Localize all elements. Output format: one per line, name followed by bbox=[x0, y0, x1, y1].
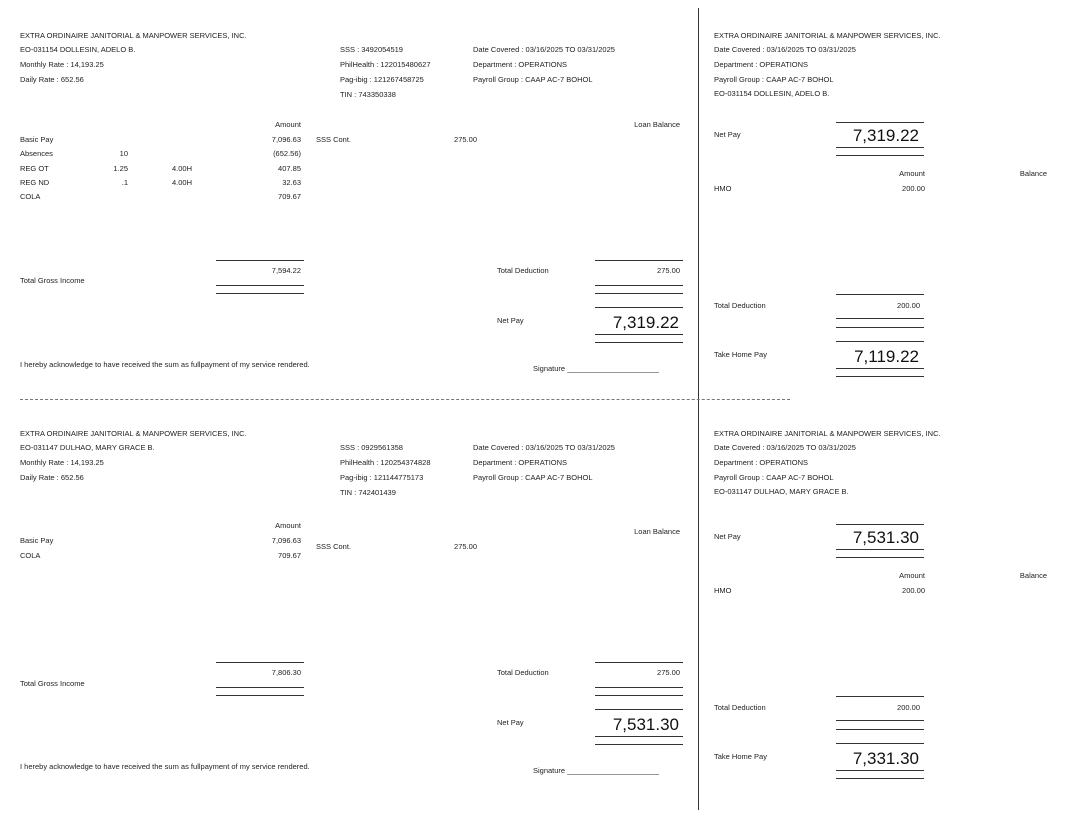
net-pay-label: Net Pay bbox=[497, 316, 524, 325]
rule bbox=[836, 318, 924, 319]
total-gross-label: Total Gross Income bbox=[20, 276, 85, 285]
amount-header: Amount bbox=[275, 120, 301, 129]
rule bbox=[836, 770, 924, 771]
rule bbox=[836, 743, 924, 744]
rule bbox=[836, 557, 924, 558]
net-pay-value: 7,531.30 bbox=[612, 715, 679, 734]
earning-amount: 709.67 bbox=[278, 551, 301, 560]
earning-label: Basic Pay bbox=[20, 536, 54, 545]
rule bbox=[595, 293, 683, 294]
acknowledgement-text: I hereby acknowledge to have received the sum as fullpayment of my service rendered. bbox=[20, 360, 310, 369]
date-covered: Date Covered : 03/16/2025 TO 03/31/2025 bbox=[473, 443, 615, 452]
stub-amount-header: Amount bbox=[899, 169, 925, 178]
tin-number: TIN : 742401439 bbox=[340, 488, 396, 497]
stub-balance-header: Balance bbox=[1019, 169, 1047, 178]
payslip-2 bbox=[0, 398, 1080, 798]
stub-department: Department : OPERATIONS bbox=[714, 458, 809, 467]
earning-label: REG OT bbox=[20, 164, 49, 173]
earning-label: Absences bbox=[20, 149, 53, 158]
deduction-label: SSS Cont. bbox=[316, 542, 352, 551]
rule bbox=[836, 729, 924, 730]
signature-line: Signature ______________________ bbox=[533, 766, 659, 775]
rule bbox=[836, 147, 924, 148]
stub-total-deduction-label: Total Deduction bbox=[714, 703, 766, 712]
take-home-label: Take Home Pay bbox=[714, 752, 767, 761]
rule bbox=[836, 376, 924, 377]
rule bbox=[595, 285, 683, 286]
deduction-amount: 275.00 bbox=[454, 542, 477, 551]
pagibig-number: Pag-ibig : 121267458725 bbox=[340, 75, 424, 84]
rule bbox=[216, 687, 304, 688]
earning-qty: 1.25 bbox=[113, 164, 128, 173]
earning-label: Basic Pay bbox=[20, 135, 54, 144]
rule bbox=[836, 341, 924, 342]
rule bbox=[595, 307, 683, 308]
stub-amount-header: Amount bbox=[899, 571, 925, 580]
pagibig-number: Pag-ibig : 121144775173 bbox=[340, 473, 424, 482]
total-deduction-value: 275.00 bbox=[657, 668, 680, 677]
rule bbox=[836, 368, 924, 369]
rule bbox=[836, 549, 924, 550]
earning-amount: 709.67 bbox=[278, 192, 301, 201]
rule bbox=[836, 524, 924, 525]
employee-name: EO-031147 DULHAO, MARY GRACE B. bbox=[20, 443, 155, 452]
rule bbox=[216, 662, 304, 663]
monthly-rate: Monthly Rate : 14,193.25 bbox=[20, 458, 104, 467]
employee-name: EO-031154 DOLLESIN, ADELO B. bbox=[20, 45, 136, 54]
take-home-label: Take Home Pay bbox=[714, 350, 767, 359]
stub-deduction-label: HMO bbox=[714, 184, 732, 193]
company-name: EXTRA ORDINAIRE JANITORIAL & MANPOWER SERVICES, INC. bbox=[20, 31, 247, 40]
stub-deduction-label: HMO bbox=[714, 586, 732, 595]
stub-payroll-group: Payroll Group : CAAP AC-7 BOHOL bbox=[714, 473, 834, 482]
earning-amount: (652.56) bbox=[273, 149, 301, 158]
loan-balance-header: Loan Balance bbox=[634, 120, 680, 129]
stub-total-deduction-label: Total Deduction bbox=[714, 301, 766, 310]
rule bbox=[595, 334, 683, 335]
philhealth-number: PhilHealth : 122015480627 bbox=[340, 60, 431, 69]
earning-hours: 4.00H bbox=[172, 164, 193, 173]
philhealth-number: PhilHealth : 120254374828 bbox=[340, 458, 431, 467]
sss-number: SSS : 3492054519 bbox=[340, 45, 403, 54]
take-home-value: 7,119.22 bbox=[854, 347, 919, 366]
rule bbox=[595, 744, 683, 745]
stub-employee-name: EO-031147 DULHAO, MARY GRACE B. bbox=[714, 487, 849, 496]
stub-net-pay-value: 7,319.22 bbox=[852, 126, 919, 145]
rule bbox=[836, 720, 924, 721]
rule bbox=[836, 778, 924, 779]
earning-qty: 10 bbox=[119, 149, 128, 158]
earning-qty: .1 bbox=[121, 178, 128, 187]
rule bbox=[216, 293, 304, 294]
daily-rate: Daily Rate : 652.56 bbox=[20, 473, 84, 482]
stub-net-pay-label: Net Pay bbox=[714, 532, 741, 541]
amount-header: Amount bbox=[275, 521, 301, 530]
rule bbox=[595, 662, 683, 663]
rule bbox=[595, 260, 683, 261]
rule bbox=[595, 736, 683, 737]
stub-company-name: EXTRA ORDINAIRE JANITORIAL & MANPOWER SERVICES, INC. bbox=[714, 31, 941, 40]
deduction-label: SSS Cont. bbox=[316, 135, 352, 144]
loan-balance-header: Loan Balance bbox=[634, 527, 680, 536]
earning-amount: 32.63 bbox=[282, 178, 301, 187]
payslip-1 bbox=[0, 0, 1080, 400]
rule bbox=[216, 260, 304, 261]
department: Department : OPERATIONS bbox=[473, 458, 568, 467]
stub-department: Department : OPERATIONS bbox=[714, 60, 809, 69]
rule bbox=[836, 155, 924, 156]
stub-net-pay-value: 7,531.30 bbox=[852, 528, 919, 547]
company-name: EXTRA ORDINAIRE JANITORIAL & MANPOWER SERVICES, INC. bbox=[20, 429, 247, 438]
rule bbox=[836, 294, 924, 295]
total-deduction-label: Total Deduction bbox=[497, 668, 549, 677]
stub-company-name: EXTRA ORDINAIRE JANITORIAL & MANPOWER SERVICES, INC. bbox=[714, 429, 941, 438]
rule bbox=[595, 687, 683, 688]
deduction-amount: 275.00 bbox=[454, 135, 477, 144]
total-deduction-label: Total Deduction bbox=[497, 266, 549, 275]
signature-line: Signature ______________________ bbox=[533, 364, 659, 373]
stub-employee-name: EO-031154 DOLLESIN, ADELO B. bbox=[714, 89, 830, 98]
stub-total-deduction-value: 200.00 bbox=[897, 301, 920, 310]
earning-label: REG ND bbox=[20, 178, 50, 187]
rule bbox=[595, 709, 683, 710]
stub-balance-header: Balance bbox=[1019, 571, 1047, 580]
department: Department : OPERATIONS bbox=[473, 60, 568, 69]
earning-amount: 7,096.63 bbox=[271, 135, 301, 144]
stub-deduction-amount: 200.00 bbox=[902, 184, 925, 193]
rule bbox=[836, 696, 924, 697]
stub-net-pay-label: Net Pay bbox=[714, 130, 741, 139]
acknowledgement-text: I hereby acknowledge to have received the sum as fullpayment of my service rendered. bbox=[20, 762, 310, 771]
rule bbox=[216, 285, 304, 286]
total-gross-value: 7,594.22 bbox=[271, 266, 301, 275]
earning-label: COLA bbox=[20, 192, 41, 201]
earning-label: COLA bbox=[20, 551, 41, 560]
rule bbox=[595, 342, 683, 343]
total-deduction-value: 275.00 bbox=[657, 266, 680, 275]
stub-total-deduction-value: 200.00 bbox=[897, 703, 920, 712]
total-gross-value: 7,806.30 bbox=[271, 668, 301, 677]
stub-date-covered: Date Covered : 03/16/2025 TO 03/31/2025 bbox=[714, 45, 856, 54]
rule bbox=[836, 122, 924, 123]
sss-number: SSS : 0929561358 bbox=[340, 443, 403, 452]
stub-date-covered: Date Covered : 03/16/2025 TO 03/31/2025 bbox=[714, 443, 856, 452]
date-covered: Date Covered : 03/16/2025 TO 03/31/2025 bbox=[473, 45, 615, 54]
net-pay-value: 7,319.22 bbox=[612, 313, 679, 332]
rule bbox=[836, 327, 924, 328]
payroll-group: Payroll Group : CAAP AC-7 BOHOL bbox=[473, 473, 593, 482]
earning-amount: 7,096.63 bbox=[271, 536, 301, 545]
earning-hours: 4.00H bbox=[172, 178, 193, 187]
monthly-rate: Monthly Rate : 14,193.25 bbox=[20, 60, 104, 69]
payroll-group: Payroll Group : CAAP AC-7 BOHOL bbox=[473, 75, 593, 84]
stub-deduction-amount: 200.00 bbox=[902, 586, 925, 595]
take-home-value: 7,331.30 bbox=[852, 749, 919, 768]
net-pay-label: Net Pay bbox=[497, 718, 524, 727]
stub-payroll-group: Payroll Group : CAAP AC-7 BOHOL bbox=[714, 75, 834, 84]
rule bbox=[216, 695, 304, 696]
earning-amount: 407.85 bbox=[278, 164, 301, 173]
daily-rate: Daily Rate : 652.56 bbox=[20, 75, 84, 84]
tin-number: TIN : 743350338 bbox=[340, 90, 396, 99]
total-gross-label: Total Gross Income bbox=[20, 679, 85, 688]
rule bbox=[595, 695, 683, 696]
